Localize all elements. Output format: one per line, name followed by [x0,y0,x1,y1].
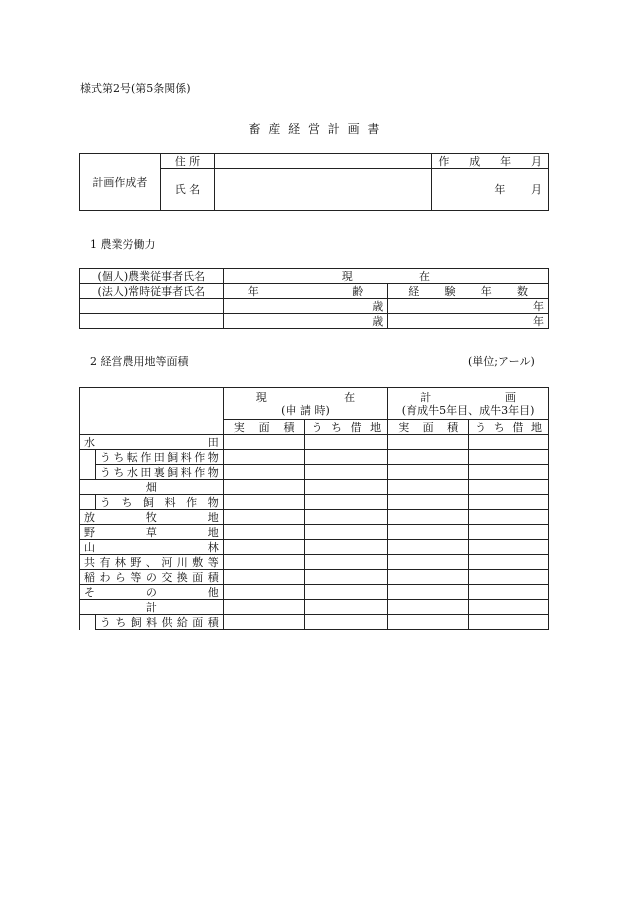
plan-actual-area-cell[interactable] [388,510,469,525]
current-actual-area-cell[interactable] [223,540,305,555]
table-row [80,570,549,585]
plan-author-label: 計画作成者 [80,154,161,211]
plan-header: 計 画 [420,390,516,404]
land-category-label: うち水田裏飼料作物 [99,465,219,479]
plan-actual-area-cell[interactable] [388,555,469,570]
current-actual-area-cell[interactable] [223,615,305,630]
table-row [80,450,549,465]
person-col-header-1: (個人)農業従事者氏名 [80,269,224,284]
indent-spacer [80,465,96,480]
current-leased-cell[interactable] [305,450,388,465]
plan-subheader: (育成牛5年目、成牛3年目) [401,403,535,417]
table-row [80,555,549,570]
plan-leased-cell[interactable] [469,585,549,600]
plan-leased-cell[interactable] [469,495,549,510]
current-leased-cell[interactable] [305,570,388,585]
age-col-header: 年 齢 [247,284,364,298]
current-actual-area-header: 実 面 積 [233,420,295,434]
current-leased-cell[interactable] [305,600,388,615]
table-row [80,480,549,495]
table-row [80,435,549,450]
current-leased-cell[interactable] [305,465,388,480]
unit-label: (単位;アール) [468,355,535,368]
table-row [80,585,549,600]
labor-row [80,314,549,329]
plan-actual-area-cell[interactable] [388,600,469,615]
current-subheader [256,405,355,416]
plan-actual-area-cell[interactable] [388,615,469,630]
plan-leased-cell[interactable] [469,615,549,630]
land-category-label: うち飼料作物 [99,495,219,509]
plan-leased-cell[interactable] [469,570,549,585]
form-label: 様式第2号(第5条関係) [80,82,191,95]
indent-spacer [80,450,96,465]
name-field[interactable] [215,169,432,211]
current-actual-area-cell[interactable] [223,555,305,570]
plan-actual-area-cell[interactable] [388,465,469,480]
table-row [80,615,549,630]
plan-leased-cell[interactable] [469,525,549,540]
plan-leased-cell[interactable] [469,510,549,525]
plan-leased-cell[interactable] [469,555,549,570]
plan-leased-cell[interactable] [469,540,549,555]
land-category-label: 水 田 [84,435,219,449]
labor-name-cell[interactable] [80,299,224,314]
current-actual-area-cell[interactable] [223,570,305,585]
plan-leased-cell[interactable] [469,465,549,480]
current-leased-cell[interactable] [305,480,388,495]
table-row [80,540,549,555]
current-leased-cell[interactable] [305,510,388,525]
labor-age-cell[interactable]: 歳 [223,299,388,314]
labor-age-cell[interactable]: 歳 [223,314,388,329]
current-actual-area-cell[interactable] [223,435,305,450]
current-leased-cell[interactable] [305,495,388,510]
land-category-label: 野 草 地 [84,525,219,539]
plan-actual-area-cell[interactable] [388,525,469,540]
document-title [0,120,630,137]
current-leased-cell[interactable] [305,555,388,570]
table-row [80,525,549,540]
labor-table [79,268,549,329]
indent-spacer [80,615,96,630]
table-row [80,510,549,525]
current-leased-header: うち借地 [311,420,382,434]
plan-leased-cell[interactable] [469,435,549,450]
table-row [80,465,549,480]
labor-name-cell[interactable] [80,314,224,329]
plan-author-table [79,153,549,211]
current-leased-cell[interactable] [305,615,388,630]
created-date-label: 作 成 年 月 [438,154,542,168]
current-actual-area-cell[interactable] [223,600,305,615]
land-category-label: 山 林 [84,540,219,554]
current-col-header: 現 在 [341,269,430,283]
land-category-label: そ の 他 [84,585,219,599]
plan-leased-header: うち借地 [475,420,542,434]
plan-actual-area-cell[interactable] [388,570,469,585]
land-category-label: うち飼料供給面積 [99,615,219,629]
section2-heading: 2 経営農用地等面積 [90,355,189,368]
indent-spacer [80,495,96,510]
section1-heading: 1 農業労働力 [90,238,156,251]
person-col-header-2: (法人)常時従事者氏名 [80,284,224,299]
land-category-label: 稲わら等の交換面積 [84,570,219,584]
current-actual-area-cell[interactable] [223,525,305,540]
current-actual-area-cell[interactable] [223,465,305,480]
land-category-label: うち転作田飼料作物 [99,450,219,464]
current-leased-cell[interactable] [305,435,388,450]
plan-leased-cell[interactable] [469,450,549,465]
plan-actual-area-cell[interactable] [388,585,469,600]
current-actual-area-cell[interactable] [223,510,305,525]
plan-actual-area-cell[interactable] [388,480,469,495]
land-category-label: 共有林野、河川敷等 [84,555,219,569]
plan-actual-area-cell[interactable] [388,540,469,555]
table-row [80,600,549,615]
table-row [80,495,549,510]
plan-leased-cell[interactable] [469,480,549,495]
land-category-label: 放 牧 地 [84,510,219,524]
address-label: 住 所 [174,154,201,168]
plan-actual-area-header: 実 面 積 [398,420,459,434]
current-actual-area-cell[interactable] [223,450,305,465]
plan-actual-area-cell[interactable] [388,495,469,510]
current-leased-cell[interactable] [305,540,388,555]
current-actual-area-cell[interactable] [223,495,305,510]
land-category-label: 計 [145,600,157,614]
labor-row [80,299,549,314]
plan-actual-area-cell[interactable] [388,435,469,450]
document-title-text: 畜 産 経 営 計 画 書 [248,122,382,136]
labor-exp-cell[interactable]: 年 [388,314,549,329]
current-leased-cell[interactable] [305,525,388,540]
current-actual-area-cell[interactable] [223,480,305,495]
labor-exp-cell[interactable]: 年 [388,299,549,314]
current-actual-area-cell[interactable] [223,585,305,600]
current-leased-cell[interactable] [305,585,388,600]
created-date-field: 年 月 [494,183,542,196]
current-subheader-text: (申 請 時) [281,403,330,417]
name-label: 氏 名 [174,183,201,196]
plan-actual-area-cell[interactable] [388,450,469,465]
current-header: 現 在 [255,390,356,404]
address-field[interactable] [215,154,432,169]
land-category-label: 畑 [145,480,157,494]
land-area-table [79,387,549,630]
experience-col-header: 経 験 年 数 [408,284,528,298]
plan-leased-cell[interactable] [469,600,549,615]
